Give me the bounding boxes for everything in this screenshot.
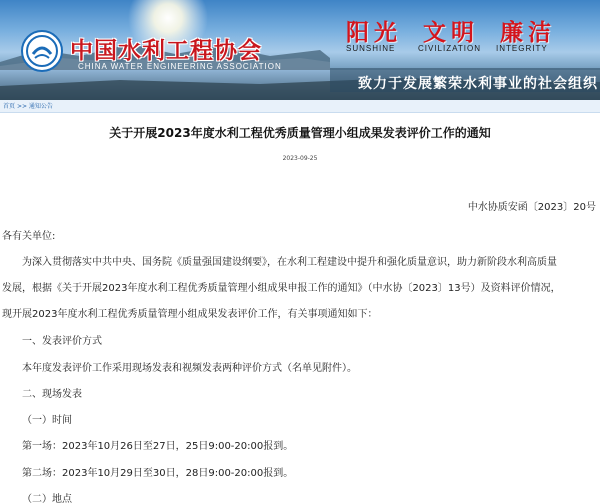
subsection-location-heading: （二）地点 <box>22 494 72 503</box>
session-2-schedule: 第二场：2023年10月29日至30日，28日9:00-20:00报到。 <box>22 468 294 479</box>
site-motto: 致力于发展繁荣水利事业的社会组织 <box>358 76 598 92</box>
logo-icon[interactable] <box>21 30 63 72</box>
breadcrumb <box>0 100 600 113</box>
intro-line-1: 为深入贯彻落实中共中央、国务院《质量强国建设纲要》，在水利工程建设中提升和强化质量意识，助力新阶段水利高质量 <box>22 257 557 268</box>
section1-heading: 一、发表评价方式 <box>22 336 102 347</box>
section2-heading: 二、现场发表 <box>22 389 82 400</box>
salutation: 各有关单位: <box>2 231 56 242</box>
breadcrumb-current-link[interactable]: 通知公告 <box>28 103 53 110</box>
slogan-civilization-en: CIVILIZATION <box>418 44 481 53</box>
breadcrumb-home-link[interactable]: 首页 <box>3 103 16 110</box>
article-title: 关于开展2023年度水利工程优秀质量管理小组成果发表评价工作的通知 <box>109 126 491 140</box>
slogan-sunshine-en: SUNSHINE <box>346 44 396 53</box>
breadcrumb-separator: >> <box>16 103 27 110</box>
slogan-sunshine: 阳光 <box>346 19 402 46</box>
org-name-en: CHINA WATER ENGINEERING ASSOCIATION <box>78 62 282 71</box>
site-banner <box>0 0 600 100</box>
slogan-integrity-en: INTEGRITY <box>496 44 548 53</box>
org-name-cn: 中国水利工程协会 <box>70 37 262 64</box>
subsection-time-heading: （一）时间 <box>22 415 72 426</box>
session-1-schedule: 第一场：2023年10月26日至27日，25日9:00-20:00报到。 <box>22 441 294 452</box>
intro-line-3: 现开展2023年度水利工程优秀质量管理小组成果发表评价工作，有关事项通知如下： <box>2 309 378 320</box>
slogan-civilization: 文明 <box>423 19 479 46</box>
document-number: 中水协质安函〔2023〕20号 <box>467 202 596 213</box>
intro-line-2: 发展，根据《关于开展2023年度水利工程优秀质量管理小组成果申报工作的通知》（中水协〔2023〕13号）及资料评价情况， <box>2 283 561 294</box>
section1-body: 本年度发表评价工作采用现场发表和视频发表两种评价方式（名单见附件）。 <box>22 363 357 374</box>
slogan-integrity: 廉洁 <box>500 19 556 46</box>
article-date: 2023-09-25 <box>282 155 318 162</box>
